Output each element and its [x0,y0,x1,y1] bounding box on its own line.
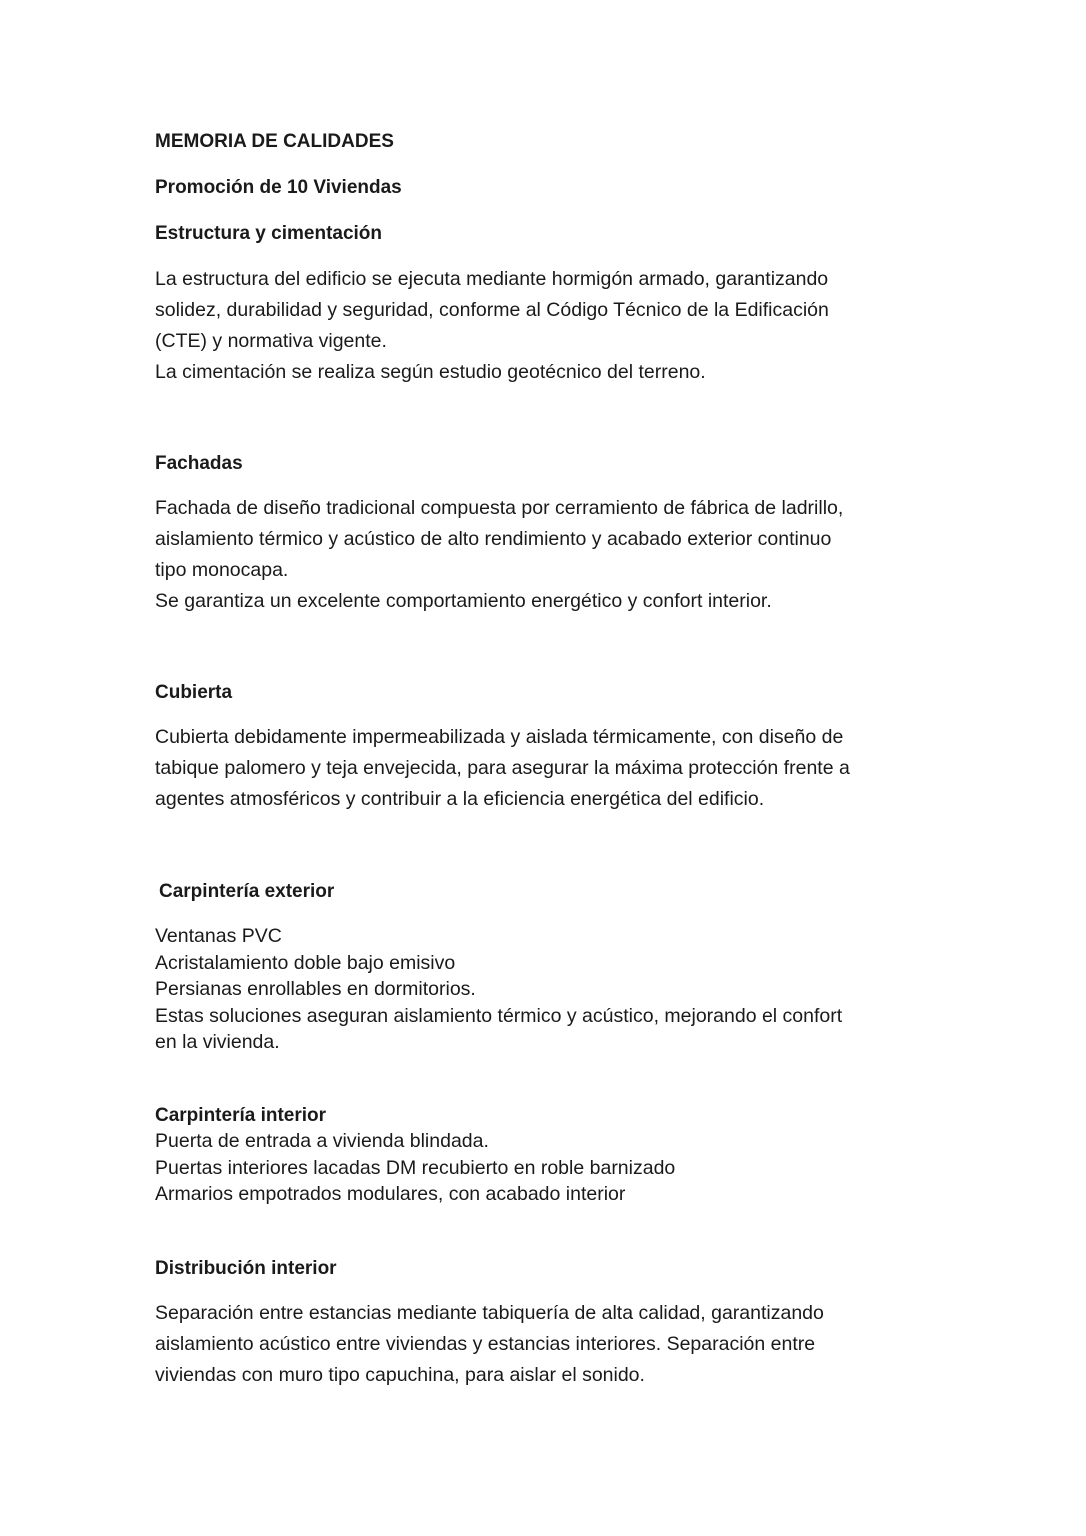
body-line: Estas soluciones aseguran aislamiento térmico y acústico, mejorando el confort [155,1004,843,1027]
document-subtitle: Promoción de 10 Viviendas [155,177,402,198]
section-heading-fachadas: Fachadas [155,453,243,474]
body-line: Persianas enrollables en dormitorios. [155,978,476,1000]
section-body-distribucion-interior [155,1298,925,1391]
body-line: Armarios empotrados modulares, con acabado interior [155,1183,626,1205]
body-line: La cimentación se realiza según estudio geotécnico del terreno. [155,361,706,383]
body-line: Ventanas PVC [155,925,282,947]
section-heading-distribucion-interior: Distribución interior [155,1258,337,1279]
section-heading-estructura: Estructura y cimentación [155,223,383,244]
section-body-cubierta [155,722,925,815]
body-line: aislamiento acústico entre viviendas y estancias interiores. Separación entre [155,1333,816,1355]
body-line: Puertas interiores lacadas DM recubierto en roble barnizado [155,1156,676,1179]
body-line: Separación entre estancias mediante tabiquería de alta calidad, garantizando [155,1302,824,1324]
body-line: Se garantiza un excelente comportamiento energético y confort interior. [155,590,772,612]
body-line: (CTE) y normativa vigente. [155,330,387,352]
section-body-carpinteria-interior [155,1128,925,1208]
body-line: tipo monocapa. [155,559,289,581]
body-line: Fachada de diseño tradicional compuesta por cerramiento de fábrica de ladrillo, [155,497,844,519]
body-line: aislamiento térmico y acústico de alto rendimiento y acabado exterior continuo [155,528,832,550]
body-line: en la vivienda. [155,1031,280,1053]
section-heading-carpinteria-interior: Carpintería interior [155,1105,327,1126]
section-body-estructura [155,264,925,388]
body-line: La estructura del edificio se ejecuta mediante hormigón armado, garantizando [155,268,829,290]
section-body-fachadas [155,493,925,617]
body-line: agentes atmosféricos y contribuir a la eficiencia energética del edificio. [155,788,765,810]
document-title: MEMORIA DE CALIDADES [155,131,394,152]
body-line: tabique palomero y teja envejecida, para asegurar la máxima protección frente a [155,757,850,779]
body-line: viviendas con muro tipo capuchina, para aislar el sonido. [155,1364,645,1386]
body-line: Puerta de entrada a vivienda blindada. [155,1130,489,1152]
section-heading-carpinteria-exterior: Carpintería exterior [159,881,335,902]
section-heading-cubierta: Cubierta [155,682,233,703]
section-body-carpinteria-exterior [155,923,925,1056]
body-line: solidez, durabilidad y seguridad, conforme al Código Técnico de la Edificación [155,299,829,321]
body-line: Cubierta debidamente impermeabilizada y aislada térmicamente, con diseño de [155,726,844,748]
body-line: Acristalamiento doble bajo emisivo [155,951,456,974]
